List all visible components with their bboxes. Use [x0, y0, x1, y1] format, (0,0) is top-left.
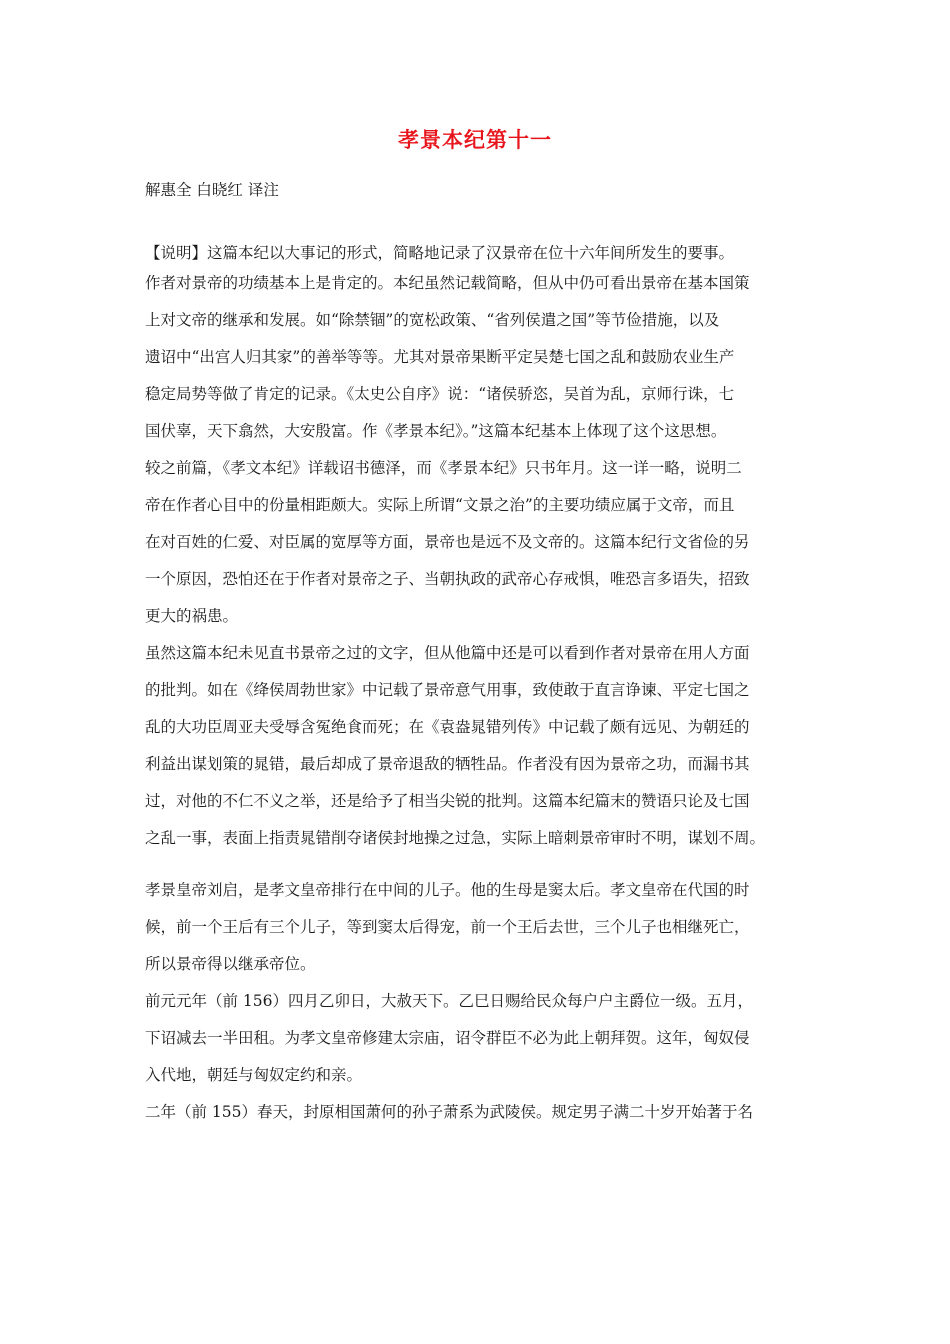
body-line: 稳定局势等做了肯定的记录。《太史公自序》说：“诸侯骄恣，吴首为乱，京师行诛，七 — [145, 385, 735, 403]
body-line: 乱的大功臣周亚夫受辱含冤绝食而死；在《袁盎晁错列传》中记载了颇有远见、为朝廷的 — [145, 718, 750, 736]
body-line: 一个原因，恐怕还在于作者对景帝之子、当朝执政的武帝心存戒惧，唯恐言多语失，招致 — [145, 570, 750, 588]
body-line: 【说明】这篇本纪以大事记的形式，简略地记录了汉景帝在位十六年间所发生的要事。 — [145, 244, 735, 262]
body-line: 前元元年（前 156）四月乙卯日，大赦天下。乙巳日赐给民众每户户主爵位一级。五月， — [145, 992, 754, 1010]
document-title: 孝景本纪第十一 — [398, 127, 552, 152]
body-line: 更大的祸患。 — [145, 607, 239, 625]
body-line: 入代地，朝廷与匈奴定约和亲。 — [145, 1066, 363, 1084]
body-line: 国伏辜，天下翕然，大安殷富。作《孝景本纪》。”这篇本纪基本上体现了这个这思想。 — [145, 422, 727, 440]
body-line: 帝在作者心目中的份量相距颇大。实际上所谓“文景之治”的主要功绩应属于文帝，而且 — [145, 496, 735, 514]
body-line: 所以景帝得以继承帝位。 — [145, 955, 316, 973]
body-line: 候，前一个王后有三个儿子，等到窦太后得宠，前一个王后去世，三个儿子也相继死亡， — [145, 918, 750, 936]
body-line: 二年（前 155）春天，封原相国萧何的孙子萧系为武陵侯。规定男子满二十岁开始著于名 — [145, 1103, 754, 1121]
body-line: 下诏减去一半田租。为孝文皇帝修建太宗庙，诏令群臣不必为此上朝拜贺。这年，匈奴侵 — [145, 1029, 750, 1047]
body-line: 利益出谋划策的晁错，最后却成了景帝退敌的牺牲品。作者没有因为景帝之功，而漏书其 — [145, 755, 750, 773]
body-line: 孝景皇帝刘启，是孝文皇帝排行在中间的儿子。他的生母是窦太后。孝文皇帝在代国的时 — [145, 881, 750, 899]
body-line: 过，对他的不仁不义之举，还是给予了相当尖锐的批判。这篇本纪篇末的赞语只论及七国 — [145, 792, 750, 810]
body-line: 的批判。如在《绛侯周勃世家》中记载了景帝意气用事，致使敢于直言诤谏、平定七国之 — [145, 681, 750, 699]
body-line: 虽然这篇本纪未见直书景帝之过的文字，但从他篇中还是可以看到作者对景帝在用人方面 — [145, 644, 750, 662]
document-author: 解惠全 白晓红 译注 — [145, 181, 279, 199]
body-line: 在对百姓的仁爱、对臣属的宽厚等方面，景帝也是远不及文帝的。这篇本纪行文省俭的另 — [145, 533, 750, 551]
body-line: 上对文帝的继承和发展。如“除禁锢”的宽松政策、“省列侯遣之国”等节俭措施，以及 — [145, 311, 720, 329]
body-line: 较之前篇，《孝文本纪》详载诏书德泽，而《孝景本纪》只书年月。这一详一略，说明二 — [145, 459, 742, 477]
body-line: 遗诏中“出宫人归其家”的善举等等。尤其对景帝果断平定吴楚七国之乱和鼓励农业生产 — [145, 348, 735, 366]
body-line: 之乱一事，表面上指责晁错削夺诸侯封地操之过急，实际上暗刺景帝审时不明，谋划不周。 — [145, 829, 766, 847]
body-line: 作者对景帝的功绩基本上是肯定的。本纪虽然记载简略，但从中仍可看出景帝在基本国策 — [145, 274, 750, 292]
